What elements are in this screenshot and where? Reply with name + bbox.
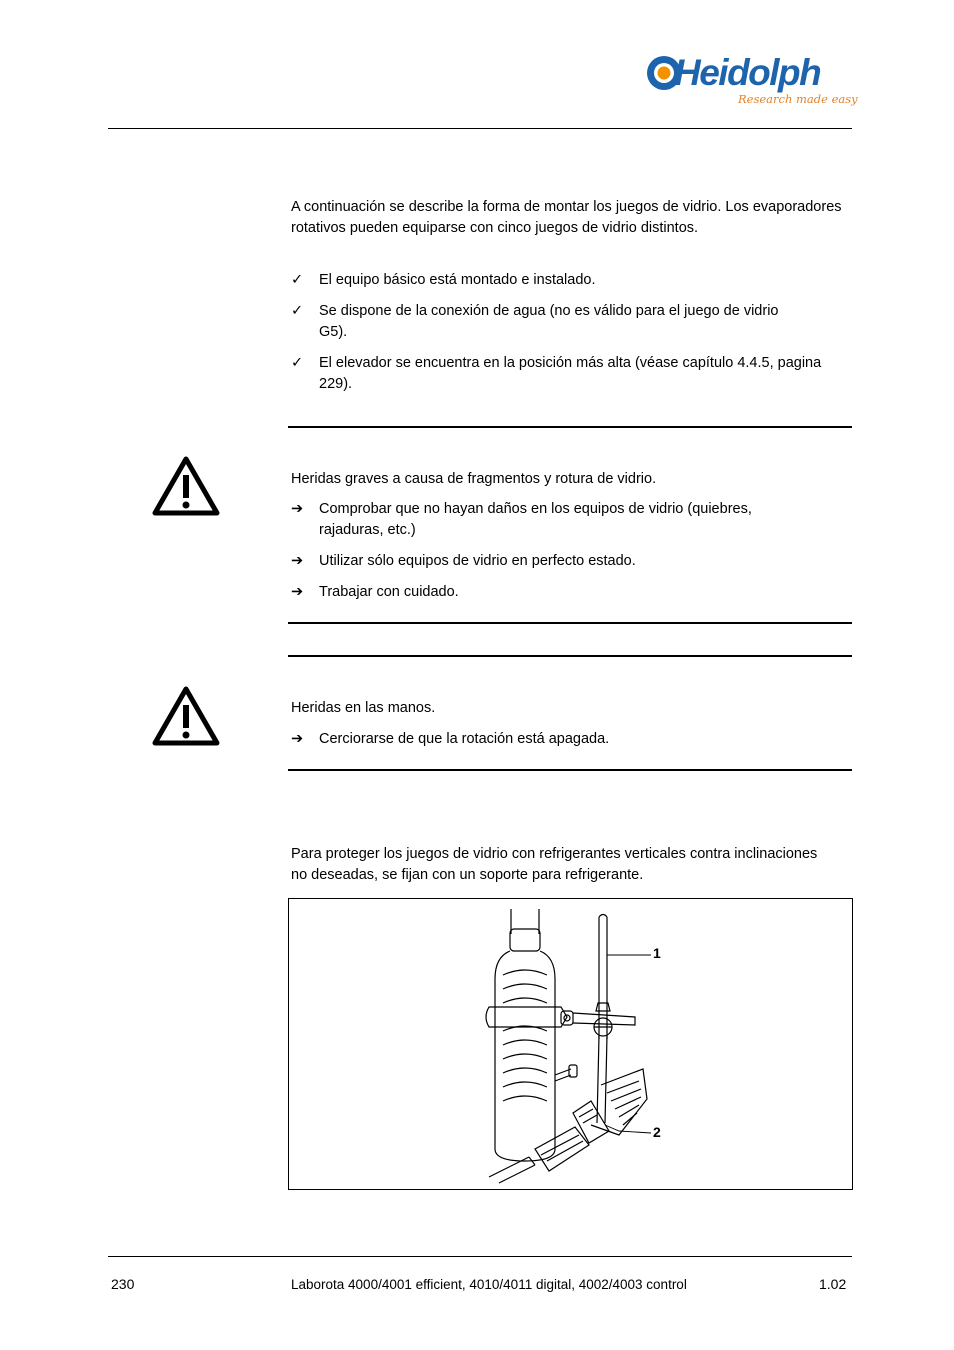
warning1-bottom-rule [288, 622, 852, 624]
warning1-action [291, 499, 811, 541]
action-text: Utilizar sólo equipos de vidrio en perfecto estado. [319, 553, 636, 569]
warning-triangle-icon [151, 685, 221, 747]
section2-paragraph: Para proteger los juegos de vidrio con refrigerantes verticales contra inclinaciones no deseadas, se fijan con un soporte para refrigerante. [291, 846, 818, 883]
warning1-text: Heridas graves a causa de fragmentos y rotura de vidrio. [291, 471, 657, 487]
checkmark-icon: ✓ [291, 303, 304, 319]
figure-callout-1: 1 [653, 945, 661, 961]
warning2-bottom-rule [288, 769, 852, 771]
footer-version: 1.02 [819, 1276, 847, 1292]
prereq-item [291, 301, 801, 343]
arrow-right-icon: ➔ [291, 731, 304, 747]
warning2-action [291, 729, 831, 750]
prereq-text: El equipo básico está montado e instalado. [319, 272, 596, 288]
warning1-top-rule [288, 426, 852, 428]
warning2-top-rule [288, 655, 852, 657]
condenser-holder-illustration [289, 899, 852, 1189]
arrow-right-icon: ➔ [291, 584, 304, 600]
warning1-action [291, 582, 831, 603]
action-text: Comprobar que no hayan daños en los equipos de vidrio (quiebres, rajaduras, etc.) [319, 501, 752, 538]
checkmark-icon: ✓ [291, 355, 304, 371]
warning1-action [291, 551, 831, 572]
prereq-item [291, 353, 831, 395]
intro-paragraph: A continuación se describe la forma de montar los juegos de vidrio. Los evaporadores rotativos pueden equiparse con cinco juegos de vidrio distintos. [291, 199, 842, 236]
logo-wordmark: Heidolph [674, 52, 821, 93]
logo-tagline: Research made easy [738, 92, 858, 106]
prereq-item [291, 270, 831, 291]
arrow-right-icon: ➔ [291, 501, 304, 517]
action-text: Cerciorarse de que la rotación está apagada. [319, 731, 610, 747]
action-text: Trabajar con cuidado. [319, 584, 459, 600]
footer-rule [108, 1256, 852, 1257]
warning-triangle-icon [151, 455, 221, 517]
arrow-right-icon: ➔ [291, 553, 304, 569]
prereq-text: Se dispone de la conexión de agua (no es válido para el juego de vidrio G5). [319, 303, 779, 340]
figure-callout-2: 2 [653, 1124, 661, 1140]
brand-logo [640, 50, 860, 114]
page-number: 230 [111, 1276, 135, 1292]
prereq-text: El elevador se encuentra en la posición más alta (véase capítulo 4.4.5, pagina 229). [319, 355, 822, 392]
footer-title: Laborota 4000/4001 efficient, 4010/4011 digital, 4002/4003 control [291, 1277, 687, 1292]
checkmark-icon: ✓ [291, 272, 304, 288]
warning2-text: Heridas en las manos. [291, 700, 436, 716]
header-rule [108, 128, 852, 129]
figure-frame [288, 898, 853, 1190]
